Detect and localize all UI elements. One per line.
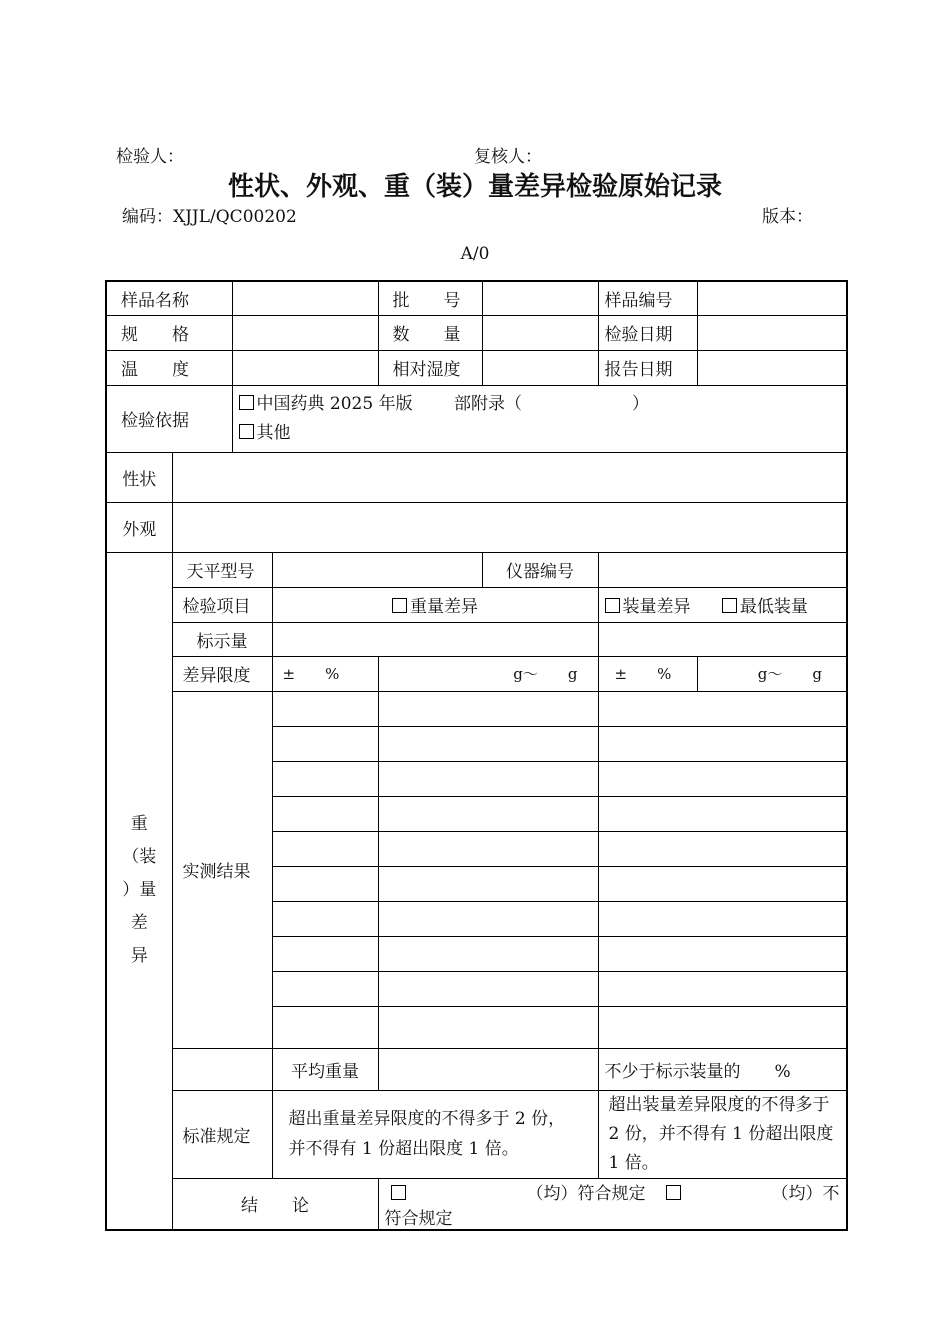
fill-limit-percent[interactable]: ± % xyxy=(598,656,697,691)
spec-label: 规 格 xyxy=(106,315,232,350)
measured-cell[interactable] xyxy=(598,831,847,866)
batch-no-field[interactable] xyxy=(482,281,598,315)
measured-cell[interactable] xyxy=(378,831,598,866)
quantity-field[interactable] xyxy=(482,315,598,350)
measured-cell[interactable] xyxy=(598,971,847,1006)
measured-cell[interactable] xyxy=(598,936,847,971)
fill-variation-checkbox[interactable] xyxy=(605,598,620,613)
measured-cell[interactable] xyxy=(598,796,847,831)
temperature-field[interactable] xyxy=(232,350,378,385)
conform-label: （均）符合规定 xyxy=(526,1183,646,1204)
quantity-label: 数 量 xyxy=(378,315,482,350)
measured-cell[interactable] xyxy=(378,936,598,971)
basis-options xyxy=(232,385,847,452)
conclusion-label: 结 论 xyxy=(172,1178,378,1230)
measured-cell[interactable] xyxy=(378,971,598,1006)
test-item-label: 检验项目 xyxy=(172,587,272,622)
measured-cell[interactable] xyxy=(272,866,378,901)
balance-model-field[interactable] xyxy=(272,552,482,587)
min-fill-note: 不少于标示装量的 % xyxy=(598,1048,847,1090)
measured-cell[interactable] xyxy=(272,1006,378,1048)
average-label: 平均重量 xyxy=(272,1048,378,1090)
weight-variation-option: 重量差异 xyxy=(272,587,598,622)
limit-range[interactable]: g～ g xyxy=(378,656,598,691)
test-date-label: 检验日期 xyxy=(598,315,697,350)
measured-cell[interactable] xyxy=(378,866,598,901)
nonconform-label: （均）不符合规定 xyxy=(384,1183,840,1229)
pharmacopoeia-checkbox[interactable] xyxy=(239,395,254,410)
reviewer-label: 复核人： xyxy=(474,147,542,167)
labeled-amount-label: 标示量 xyxy=(172,622,272,656)
measured-cell[interactable] xyxy=(598,761,847,796)
weight-section-label: 重 （装 ）量 差 异 xyxy=(106,552,172,1230)
measured-cell[interactable] xyxy=(272,691,378,726)
measured-cell[interactable] xyxy=(272,936,378,971)
measured-cell[interactable] xyxy=(598,691,847,726)
measured-cell[interactable] xyxy=(378,901,598,936)
fill-options: 装量差异 最低装量 xyxy=(598,587,847,622)
measured-cell[interactable] xyxy=(598,726,847,761)
nonconform-checkbox[interactable] xyxy=(666,1185,681,1200)
instrument-no-label: 仪器编号 xyxy=(482,552,598,587)
appendix-close: ） xyxy=(631,393,649,414)
average-spacer xyxy=(172,1048,272,1090)
measured-cell[interactable] xyxy=(272,831,378,866)
sample-name-field[interactable] xyxy=(232,281,378,315)
sample-name-label: 样品名称 xyxy=(106,281,232,315)
version-label: 版本： xyxy=(762,207,813,227)
conform-checkbox[interactable] xyxy=(391,1185,406,1200)
measured-cell[interactable] xyxy=(598,866,847,901)
measured-cell[interactable] xyxy=(272,901,378,936)
other-basis-checkbox[interactable] xyxy=(239,424,254,439)
average-field[interactable] xyxy=(378,1048,598,1090)
sample-no-field[interactable] xyxy=(697,281,847,315)
measured-cell[interactable] xyxy=(378,761,598,796)
measured-cell[interactable] xyxy=(272,971,378,1006)
measured-cell[interactable] xyxy=(272,796,378,831)
other-basis-option: 其他 xyxy=(256,422,291,443)
report-date-field[interactable] xyxy=(697,350,847,385)
measured-cell[interactable] xyxy=(378,691,598,726)
document-code: 编码：XJJL/QC00202 xyxy=(122,207,297,227)
conclusion-options xyxy=(378,1178,847,1230)
appearance-label: 外观 xyxy=(106,502,172,552)
measured-cell[interactable] xyxy=(598,1006,847,1048)
weight-variation-checkbox[interactable] xyxy=(392,598,407,613)
limit-percent[interactable]: ± % xyxy=(272,656,378,691)
measured-cell[interactable] xyxy=(378,796,598,831)
character-label: 性状 xyxy=(106,452,172,502)
version-value: A/0 xyxy=(460,244,490,264)
report-date-label: 报告日期 xyxy=(598,350,697,385)
inspector-label: 检验人： xyxy=(116,147,184,167)
measured-label: 实测结果 xyxy=(172,691,272,1048)
pharmacopoeia-option: 中国药典 2025 年版 xyxy=(256,393,413,414)
instrument-no-field[interactable] xyxy=(598,552,847,587)
standard-label: 标准规定 xyxy=(172,1090,272,1178)
basis-label: 检验依据 xyxy=(106,385,232,452)
character-field[interactable] xyxy=(172,452,847,502)
sample-no-label: 样品编号 xyxy=(598,281,697,315)
standard-fill-text: 超出装量差异限度的不得多于 2 份，并不得有 1 份超出限度 1 倍。 xyxy=(598,1090,847,1178)
record-form xyxy=(105,280,848,1231)
page-title: 性状、外观、重（装）量差异检验原始记录 xyxy=(227,172,722,202)
labeled-amount-field-2[interactable] xyxy=(598,622,847,656)
temperature-label: 温 度 xyxy=(106,350,232,385)
labeled-amount-field[interactable] xyxy=(272,622,598,656)
measured-cell[interactable] xyxy=(378,1006,598,1048)
fill-limit-range[interactable]: g～ g xyxy=(697,656,847,691)
humidity-field[interactable] xyxy=(482,350,598,385)
standard-weight-text: 超出重量差异限度的不得多于 2 份，并不得有 1 份超出限度 1 倍。 xyxy=(272,1090,598,1178)
measured-cell[interactable] xyxy=(272,761,378,796)
min-fill-checkbox[interactable] xyxy=(722,598,737,613)
limit-label: 差异限度 xyxy=(172,656,272,691)
appendix-label: 部附录（ xyxy=(453,393,522,414)
test-date-field[interactable] xyxy=(697,315,847,350)
balance-model-label: 天平型号 xyxy=(172,552,272,587)
spec-field[interactable] xyxy=(232,315,378,350)
measured-cell[interactable] xyxy=(378,726,598,761)
appearance-field[interactable] xyxy=(172,502,847,552)
humidity-label: 相对湿度 xyxy=(378,350,482,385)
measured-cell[interactable] xyxy=(272,726,378,761)
measured-cell[interactable] xyxy=(598,901,847,936)
batch-no-label: 批 号 xyxy=(378,281,482,315)
